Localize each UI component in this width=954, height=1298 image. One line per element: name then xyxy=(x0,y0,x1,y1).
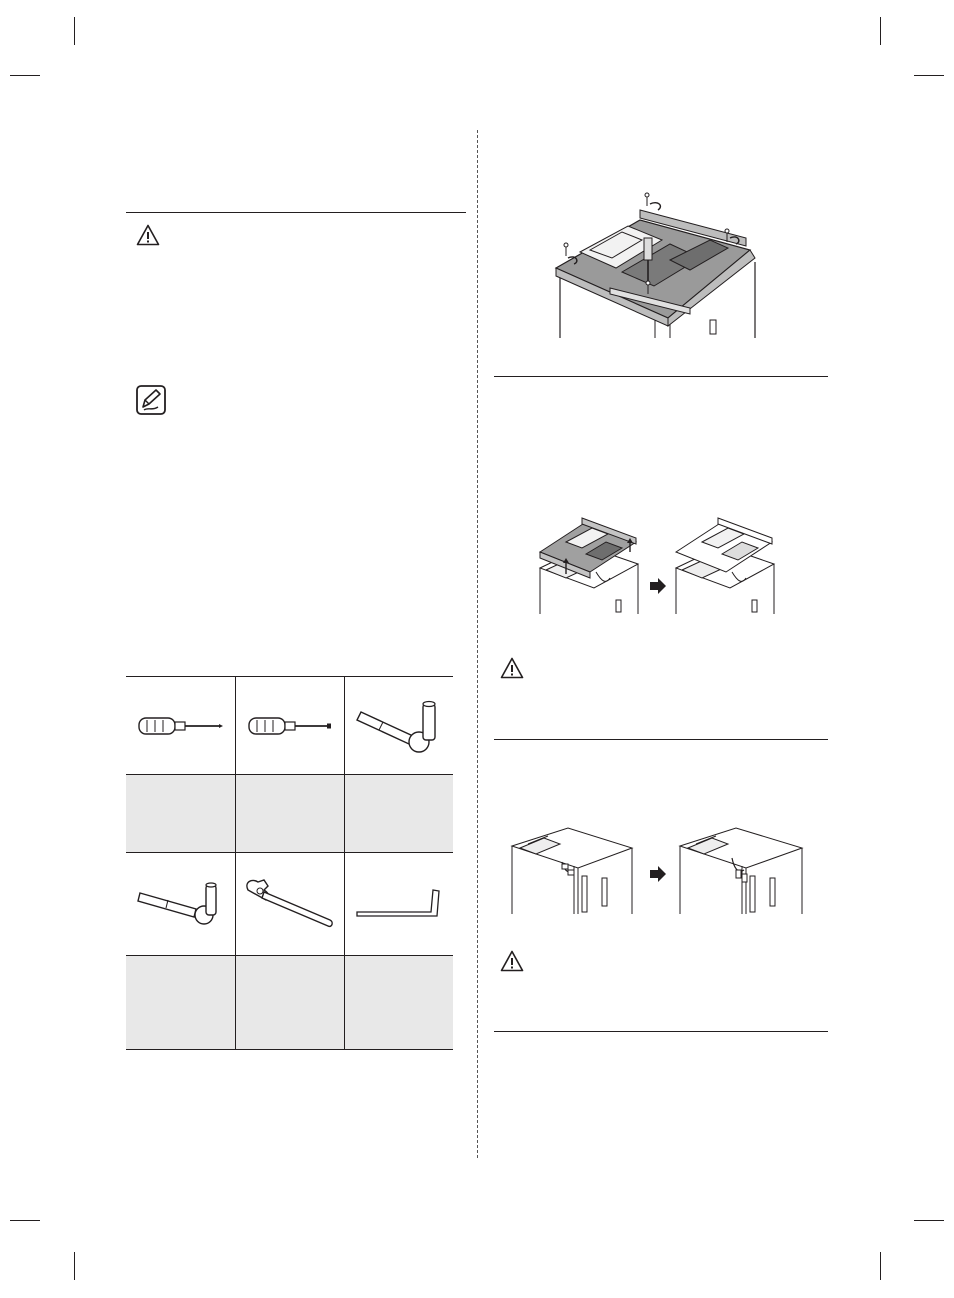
illustration-disconnect-wires xyxy=(508,818,808,916)
tools-label-row xyxy=(126,956,453,1050)
crop-mark-tr-v xyxy=(880,17,881,45)
socket-wrench-small-icon xyxy=(134,879,226,929)
crop-mark-bl-h xyxy=(10,1220,40,1221)
tools-label-row xyxy=(126,775,453,853)
tool-cell xyxy=(235,853,344,956)
tools-image-row xyxy=(126,677,453,775)
tool-label xyxy=(235,956,344,1050)
tools-image-row xyxy=(126,853,453,956)
tool-cell xyxy=(126,677,235,775)
warning-triangle-icon xyxy=(136,224,160,246)
tool-cell xyxy=(235,677,344,775)
section-rule xyxy=(494,1031,828,1032)
section-rule xyxy=(494,739,828,740)
crop-mark-bl-v xyxy=(74,1252,75,1280)
tools-table xyxy=(126,676,453,1050)
allen-key-icon xyxy=(353,884,445,924)
tool-cell xyxy=(126,853,235,956)
tool-label xyxy=(344,775,453,853)
warning-triangle-icon xyxy=(500,657,524,679)
crop-mark-br-h xyxy=(914,1220,944,1221)
tool-cell xyxy=(344,853,453,956)
crop-mark-tl-v xyxy=(74,17,75,45)
tool-label xyxy=(344,956,453,1050)
section-rule xyxy=(126,212,466,213)
phillips-screwdriver-icon xyxy=(135,711,225,741)
crop-mark-br-v xyxy=(880,1252,881,1280)
tool-label xyxy=(126,956,235,1050)
warning-triangle-icon xyxy=(500,950,524,972)
column-divider xyxy=(477,130,478,1158)
crop-mark-tl-h xyxy=(10,75,40,76)
illustration-top-cover-screws xyxy=(550,190,760,340)
tool-label xyxy=(126,775,235,853)
tool-cell xyxy=(344,677,453,775)
adjustable-wrench-icon xyxy=(242,876,338,932)
flathead-screwdriver-icon xyxy=(245,711,335,741)
illustration-lift-plate xyxy=(536,512,786,616)
crop-mark-tr-h xyxy=(914,75,944,76)
note-pencil-icon xyxy=(136,385,166,415)
section-rule xyxy=(494,376,828,377)
tool-label xyxy=(235,775,344,853)
socket-wrench-icon xyxy=(353,696,445,756)
